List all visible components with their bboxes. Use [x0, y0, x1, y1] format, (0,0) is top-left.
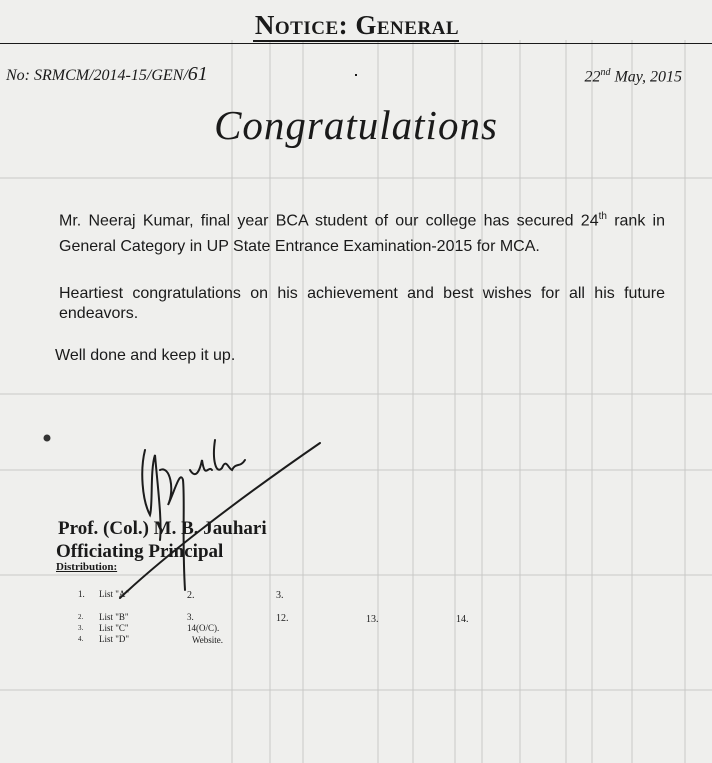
dist-row4-list: List "D": [99, 634, 130, 644]
signatory-name: Prof. (Col.) M. B. Jauhari: [58, 518, 267, 539]
congratulations-headline: Congratulations: [214, 102, 498, 148]
dist-row3-number: 3.: [78, 624, 84, 632]
dist-row1-col3: 3.: [276, 590, 284, 601]
notice-title: Notice: General: [0, 10, 712, 76]
dist-row2-list: List "B": [99, 612, 129, 622]
dist-row2-number: 2.: [78, 613, 84, 621]
distribution-label: Distribution:: [56, 561, 118, 573]
dist-extra-13: 13.: [366, 614, 379, 625]
dist-row3-list: List "C": [99, 623, 129, 633]
dist-extra-14: 14.: [456, 614, 469, 625]
reference-number: No: SRMCM/2014-15/GEN/61: [6, 63, 208, 85]
paragraph-closing: Well done and keep it up.: [55, 347, 236, 364]
dist-row1-number: 1.: [78, 589, 85, 599]
paragraph-achievement: Mr. Neeraj Kumar, final year BCA student of our college has secured 24th rank in General Category in UP State Entrance Examination-2015 for MCA.: [59, 211, 666, 256]
dist-extra-12: 12.: [276, 613, 289, 624]
dist-row1-col2: 2.: [187, 590, 195, 601]
signatory-title: Officiating Principal: [56, 541, 224, 562]
dist-row4-col2: Website.: [192, 635, 224, 645]
dist-row4-number: 4.: [78, 635, 84, 643]
dist-row2-col2: 3.: [187, 612, 194, 622]
reference-handwritten-number: 61: [187, 63, 208, 85]
dist-row3-col2: 14(O/C).: [187, 623, 220, 633]
paragraph-wishes: Heartiest congratulations on his achievement and best wishes for all his future endeavors.: [59, 285, 665, 322]
notice-date: 22nd May, 2015: [584, 67, 682, 86]
dist-row1-list: List "A": [99, 589, 130, 599]
